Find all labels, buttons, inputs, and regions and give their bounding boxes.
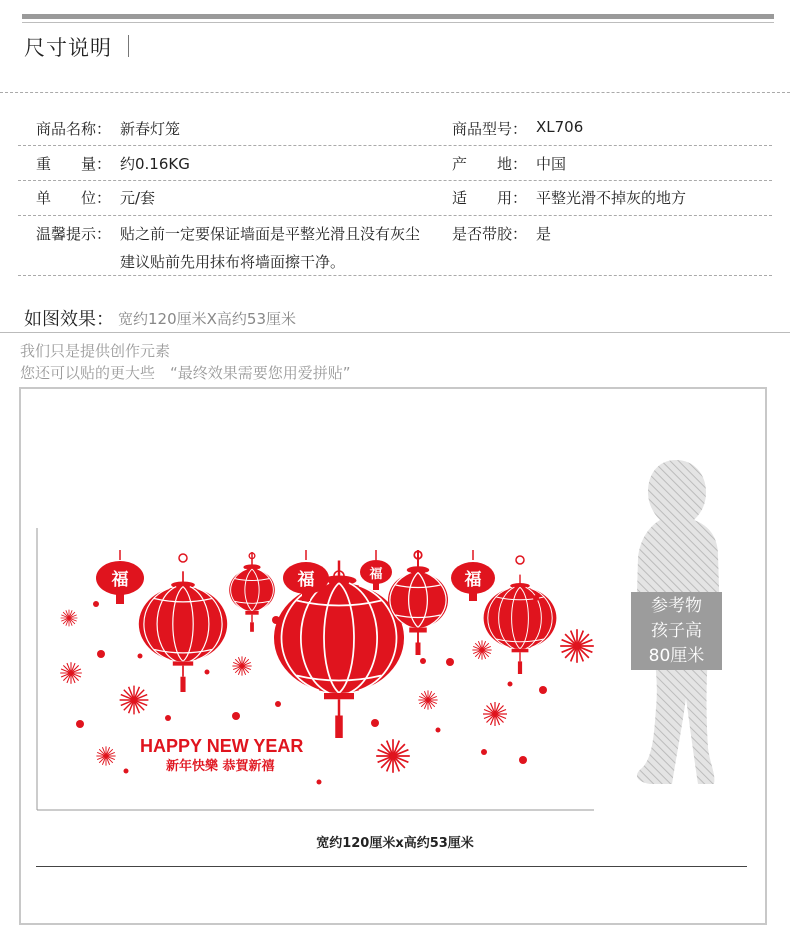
effect-divider [0, 332, 790, 333]
dimension-line [36, 866, 747, 867]
glue-value: 是 [536, 225, 552, 243]
reference-line-3: 80厘米 [648, 646, 705, 666]
dimension-label: 宽约120厘米x高约53厘米 [316, 836, 474, 851]
row-divider [18, 215, 772, 216]
fu-char: 福 [369, 567, 383, 582]
reference-line-1: 参考物 [651, 596, 702, 616]
divider [0, 92, 790, 93]
unit-value: 元/套 [120, 189, 156, 207]
origin-label: 产 地： [452, 155, 528, 173]
happy-new-year-text: HAPPY NEW YEAR [140, 736, 304, 756]
tip-line-2: 建议贴前先用抹布将墙面擦干净。 [120, 253, 346, 271]
note-line-2: 您还可以贴的更大些 “最终效果需要您用爱拼贴” [20, 364, 351, 382]
top-bar [22, 14, 774, 19]
effect-title: 如图效果： [24, 309, 114, 330]
reference-line-2: 孩子高 [651, 621, 702, 641]
name-value: 新春灯笼 [120, 120, 181, 138]
origin-value: 中国 [536, 155, 567, 173]
row-divider [18, 180, 772, 181]
note-line-1: 我们只是提供创作元素 [20, 342, 171, 360]
fu-char: 福 [111, 570, 129, 590]
weight-label: 重 量： [36, 155, 112, 173]
lantern-small-1 [229, 552, 275, 632]
title-divider [128, 35, 129, 57]
section-title: 尺寸说明 [24, 36, 112, 60]
fu-lantern-4 [451, 550, 495, 601]
fu-char: 福 [297, 570, 315, 590]
use-label: 适 用： [452, 189, 528, 207]
tip-line-1: 贴之前一定要保证墙面是平整光滑且没有灰尘 [120, 225, 421, 243]
glue-label: 是否带胶： [452, 225, 528, 243]
use-value: 平整光滑不掉灰的地方 [536, 189, 687, 207]
effect-size: 宽约120厘米X高约53厘米 [118, 310, 296, 328]
lantern-big-1 [139, 571, 227, 692]
fu-char: 福 [464, 570, 482, 590]
reference-label [631, 592, 722, 670]
row-divider [18, 145, 772, 146]
model-label: 商品型号： [452, 120, 528, 138]
unit-label: 单 位： [36, 189, 112, 207]
top-line [22, 22, 774, 23]
weight-value: 约0.16KG [120, 155, 190, 173]
lantern-big-3 [484, 575, 557, 674]
blessing-text: 新年快樂 恭賀新禧 [166, 759, 275, 774]
model-value: XL706 [536, 118, 584, 136]
fu-lantern-1 [96, 550, 144, 604]
row-divider [18, 275, 772, 276]
name-label: 商品名称： [36, 120, 112, 138]
lantern-artwork [36, 528, 594, 811]
tip-label: 温馨提示： [36, 225, 112, 243]
fu-lantern-3 [360, 550, 392, 590]
